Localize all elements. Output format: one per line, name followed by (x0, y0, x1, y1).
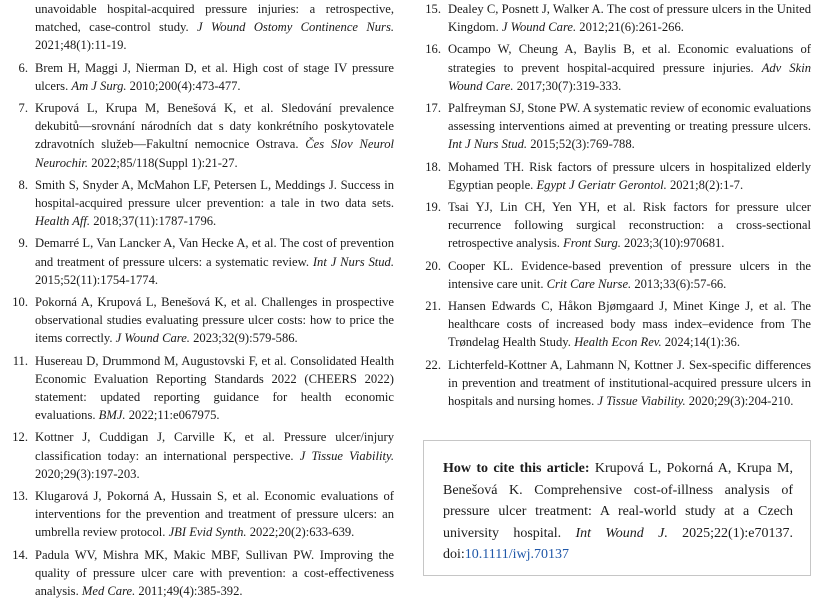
reference-item: 9. Demarré L, Van Lancker A, Van Hecke A, et al. The cost of prevention and treatment of pressure ulcers: a systematic review. Int J Nurs Stud. 2015;52(11):1754-1774. (6, 234, 394, 289)
reference-item: 12. Kottner J, Cuddigan J, Carville K, et al. Pressure ulcer/injury classification today: an international perspective. J Tissue Viability. 2020;29(3):197-203. (6, 428, 394, 483)
reference-number: 11. (12, 353, 28, 368)
reference-number: 12. (12, 430, 28, 445)
reference-item: 8. Smith S, Snyder A, McMahon LF, Petersen L, Meddings J. Success in hospital-acquired pressure ulcer prevention: a tale in two data sets. Health Aff. 2018;37(11):1787-1796. (6, 176, 394, 231)
reference-number: 17. (425, 101, 441, 116)
reference-item: 16. Ocampo W, Cheung A, Baylis B, et al. Economic evaluations of strategies to prevent hospital-acquired pressure injuries. Adv Skin Wound Care. 2017;30(7):319-333. (419, 40, 811, 95)
reference-number: 20. (425, 258, 441, 273)
reference-number: 15. (425, 2, 441, 16)
reference-item: 17. Palfreyman SJ, Stone PW. A systematic review of economic evaluations assessing interventions aimed at preventing or treating pressure ulcers. Int J Nurs Stud. 2015;52(3):769-788. (419, 99, 811, 154)
reference-number: 21. (425, 299, 441, 314)
reference-item: 11. Husereau D, Drummond M, Augustovski F, et al. Consolidated Health Economic Evaluation Reporting Standards 2022 (CHEERS 2022) statement: updated reporting guidance for health economic evaluations. BMJ. 2022;11:e067975. (6, 352, 394, 425)
reference-number: 22. (425, 357, 441, 372)
reference-number: 6. (18, 60, 28, 75)
reference-number: 18. (425, 159, 441, 174)
reference-item: 13. Klugarová J, Pokorná A, Hussain S, et al. Economic evaluations of interventions for the prevention and treatment of pressure ulcers: an umbrella review protocol. JBI Evid Synth. 2022;20(2):633-639. (6, 487, 394, 542)
reference-number: 7. (18, 101, 28, 116)
reference-number: 10. (12, 295, 28, 310)
reference-item: unavoidable hospital-acquired pressure injuries: a retrospective, matched, case-control study. J Wound Ostomy Continence Nurs. 2021;48(1):11-19. (35, 2, 394, 53)
reference-item: 14. Padula WV, Mishra MK, Makic MBF, Sullivan PW. Improving the quality of pressure ulcer care with prevention: a cost-effectiveness analysis. Med Care. 2011;49(4):385-392. (6, 546, 394, 601)
doi-link[interactable]: 10.1111/iwj.70137 (464, 547, 570, 562)
reference-item: 10. Pokorná A, Krupová L, Benešová K, et al. Challenges in prospective observational studies evaluating pressure ulcer costs: how to price the items correctly. J Wound Care. 2023;32(9):579-586. (6, 293, 394, 348)
reference-list-left (6, 0, 394, 600)
reference-item: 22. Lichterfeld-Kottner A, Lahmann N, Kottner J. Sex-specific differences in prevention and treatment of institutional-acquired pressure ulcers in hospitals and nursing homes. J Tissue Viability. 2020;29(3):204-210. (419, 356, 811, 411)
citation-heading: How to cite this article: (443, 461, 590, 476)
reference-item: 19. Tsai YJ, Lin CH, Yen YH, et al. Risk factors for pressure ulcer recurrence following surgical reconstruction: a cross-sectional retrospective analysis. Front Surg. 2023;3(10):970681. (419, 198, 811, 253)
reference-number: 8. (18, 177, 28, 192)
how-to-cite-box (423, 440, 811, 576)
citation-text: How to cite this article: Krupová L, Pokorná A, Krupa M, Benešová K. Comprehensive cost-of-illness analysis of pressure ulcer treatment: A real-world study at a Czech university hospital. Int Wound J. 2025;22(1):e70137. doi:10.1111/iwj.70137 (443, 461, 793, 562)
reference-number: 14. (12, 547, 28, 562)
reference-item: 21. Hansen Edwards C, Håkon Bjømgaard J, Minet Kinge J, et al. The healthcare costs of increased body mass index–evidence from The Trøndelag Health Study. Health Econ Rev. 2024;14(1):36. (419, 297, 811, 352)
reference-item: 20. Cooper KL. Evidence-based prevention of pressure ulcers in the intensive care unit. Crit Care Nurse. 2013;33(6):57-66. (419, 257, 811, 293)
reference-number: 13. (12, 489, 28, 504)
reference-number: 16. (425, 42, 441, 57)
reference-list-right (419, 0, 811, 410)
reference-item: 18. Mohamed TH. Risk factors of pressure ulcers in hospitalized elderly Egyptian people. Egypt J Geriatr Gerontol. 2021;8(2):1-7. (419, 158, 811, 194)
reference-item: 7. Krupová L, Krupa M, Benešová K, et al. Sledování prevalence dekubitů—srovnání národních dat s daty konkrétního poskytovatele zdravotních služeb—Fakultní nemocnice Ostrava. Čes Slov Neurol Neurochir. 2022;85/118(Suppl 1):21-27. (6, 99, 394, 172)
reference-item: 15. Dealey C, Posnett J, Walker A. The cost of pressure ulcers in the United Kingdom. J Wound Care. 2012;21(6):261-266. (419, 0, 811, 36)
reference-number: 19. (425, 200, 441, 215)
reference-number: 9. (18, 236, 28, 251)
reference-item: 6. Brem H, Maggi J, Nierman D, et al. High cost of stage IV pressure ulcers. Am J Surg. 2010;200(4):473-477. (6, 59, 394, 95)
